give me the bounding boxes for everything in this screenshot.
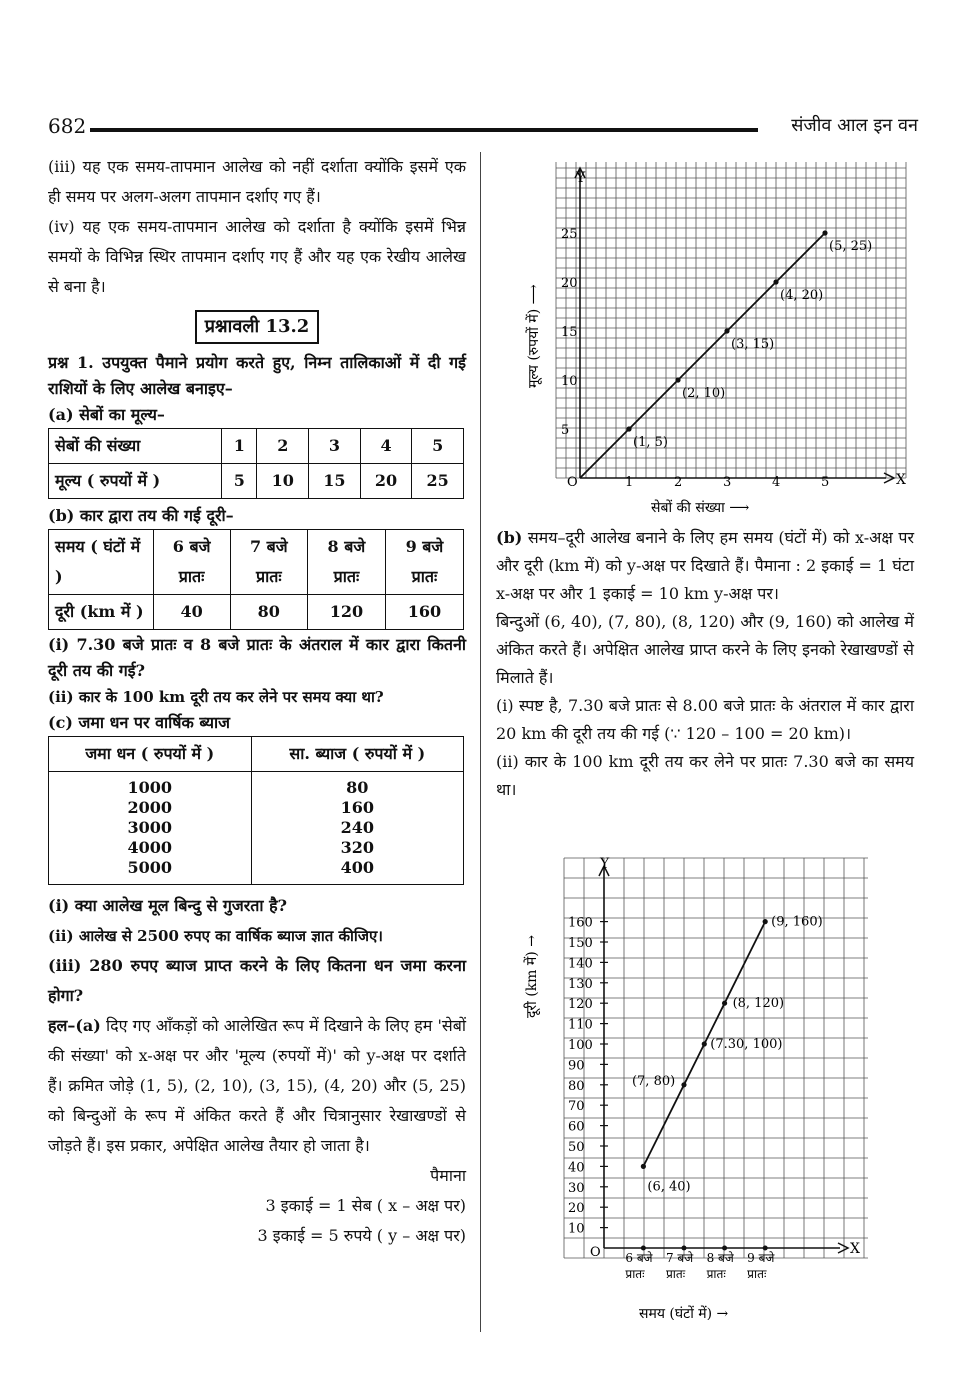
y-tick-label: 50 [568,1140,585,1155]
left-column [48,152,466,1251]
solution-b [496,524,914,608]
y-tick-label: 80 [568,1078,585,1094]
table-cell: 20 [360,464,412,499]
table-cell: 9 बजे प्रातः [385,530,463,595]
table-row [49,737,464,772]
table-cell: 25 [412,464,464,499]
table-cell: 10 [257,464,309,499]
cell-value: 80 [346,778,369,797]
x-tick-label: 7 बजे [665,1251,694,1265]
cell-value: 1000 [127,778,173,797]
cell-value: 160 [340,798,374,817]
origin-label: O [590,1245,601,1260]
cell-value: 320 [340,838,374,857]
book-title: संजीव आल इन वन [791,115,918,136]
question-a-title: (a) सेबों का मूल्य– [48,405,165,424]
table-row [49,464,464,499]
table-cell: सा. ब्याज ( रुपयों में ) [251,737,463,772]
data-point [626,426,631,431]
y-tick-label: 110 [568,1017,593,1033]
x-tick-label: 5 [821,475,830,490]
table-cell: 3 [309,429,361,464]
question-c-i: (i) क्या आलेख मूल बिन्दु से गुजरता है? [48,896,287,915]
question-1: प्रश्न 1. उपयुक्त पैमाने प्रयोग करते हुए, निम्न तालिकाओं में दी गई राशियों के लिए आलेख बनाइए– [48,353,466,398]
table-cell [251,772,463,885]
solution-label: हल–(a) [48,1016,101,1035]
x-tick-dot [722,1246,727,1251]
x-tick-label: 8 बजे [706,1251,734,1265]
y-axis-letter: Y [576,170,586,186]
x-tick-label: प्रातः [665,1267,686,1281]
table-cell: 6 बजे प्रातः [153,530,230,595]
y-tick-label: 20 [561,276,578,291]
cell-value: 4000 [127,838,173,857]
y-tick-label: 10 [561,374,578,389]
table-cell: 1 [222,429,257,464]
cell-value: 400 [340,858,374,877]
data-point [763,919,768,924]
data-point [681,1082,686,1087]
y-tick-label: 120 [568,997,593,1013]
para-iv: (iv) यह एक समय-तापमान आलेख को दर्शाता है क्योंकि इसमें भिन्न समयों के विभिन्न स्थिर तापमान दर्शाए गए हैं और यह एक रेखीय आलेख से बना है। [48,217,466,296]
chart-car-distance [496,850,916,1320]
x-tick-label: 4 [772,475,781,490]
y-tick-label: 160 [568,915,593,931]
cell-value: 2000 [127,798,173,817]
data-label: (9, 160) [771,914,823,930]
solution-b-text: समय–दूरी आलेख बनाने के लिए हम समय (घंटों में) को x-अक्ष पर और दूरी (km में) को y-अक्ष पर दिखाते हैं। पैमाना : 2 इकाई = 1 घंटा x-अक्ष पर और 1 इकाई = 10 km y-अक्ष पर। [496,528,914,603]
table-row [49,595,464,630]
table-interest [48,736,464,885]
data-point [822,230,827,235]
data-label: (7, 80) [631,1073,676,1089]
header-rule [90,128,758,132]
data-point [724,328,729,333]
data-label: (2, 10) [682,386,726,401]
x-tick-label: 9 बजे [747,1251,775,1265]
y-tick-label: 130 [568,976,593,992]
x-tick-label: 6 बजे [625,1251,653,1265]
table-cell: दूरी (km में ) [49,595,154,630]
table-cell: 40 [153,595,230,630]
data-line [580,233,825,478]
x-tick-dot [763,1246,768,1251]
scale-y: 3 इकाई = 5 रुपये ( y – अक्ष पर) [257,1226,466,1245]
x-axis-title: सेबों की संख्या ⟶ [651,500,750,516]
question-c-iii: (iii) 280 रुपए ब्याज प्राप्त करने के लिए कितना धन जमा करना होगा? [48,956,466,1005]
table-row [49,429,464,464]
y-tick-label: 20 [568,1201,585,1217]
y-tick-label: 150 [568,936,593,951]
table-cell: सेबों की संख्या [49,429,222,464]
origin-label: O [567,475,578,490]
y-tick-label: 25 [561,227,578,242]
table-cell: 160 [385,595,463,630]
data-point [641,1164,646,1169]
scale-label: पैमाना [430,1166,466,1185]
x-axis-letter: X [850,1241,860,1257]
table-cell: 2 [257,429,309,464]
y-axis-title: दूरी (km में) → [524,935,540,1018]
data-label: (8, 120) [732,996,785,1012]
column-divider [480,152,481,1332]
x-axis-title: समय (घंटों में) → [639,1306,729,1320]
table-cell: मूल्य ( रुपयों में ) [49,464,222,499]
right-column-text [496,524,914,804]
data-label: (6, 40) [647,1179,691,1195]
x-tick-label: प्रातः [625,1267,645,1281]
table-cell: 5 [222,464,257,499]
question-b-ii: (ii) कार के 100 km दूरी तय कर लेने पर समय क्या था? [48,688,384,706]
solution-a [48,1011,466,1161]
y-tick-label: 10 [568,1221,585,1237]
data-label: (1, 5) [633,435,668,450]
table-cell: 80 [230,595,307,630]
y-tick-label: 100 [568,1038,593,1053]
data-point [722,1001,727,1006]
question-c-ii: (ii) आलेख से 2500 रुपए का वार्षिक ब्याज ज्ञात कीजिए। [48,927,383,945]
y-tick-label: 60 [568,1119,585,1135]
y-tick-label: 40 [568,1160,585,1176]
x-tick-label: 2 [674,475,683,490]
x-tick-label: प्रातः [747,1267,767,1281]
solution-b-label: (b) [496,528,523,547]
data-point [773,279,778,284]
x-tick-label: प्रातः [706,1267,726,1281]
y-axis-letter: Y [600,856,610,872]
exercise-title: प्रश्नावली 13.2 [195,310,320,344]
table-cell [49,772,252,885]
table-row [49,772,464,885]
x-tick-label: 1 [625,475,634,490]
data-point [675,377,680,382]
y-tick-label: 70 [568,1099,585,1115]
para-iii: (iii) यह एक समय-तापमान आलेख को नहीं दर्शाता क्योंकि इसमें एक ही समय पर अलग-अलग तापमान दर्शाए गए हैं। [48,157,466,206]
x-tick-dot [681,1246,686,1251]
x-tick-dot [641,1246,646,1251]
table-row [49,530,464,595]
chart-apples [496,152,916,524]
y-tick-label: 90 [568,1058,585,1074]
x-axis-letter: X [896,472,906,488]
cell-value: 5000 [127,858,173,877]
table-cell: समय ( घंटों में ) [49,530,154,595]
table-cell: 15 [309,464,361,499]
solution-b-ii: (ii) कार के 100 km दूरी तय कर लेने पर प्रातः 7.30 बजे का समय था। [496,752,914,799]
table-cell: 4 [360,429,412,464]
question-b-i: (i) 7.30 बजे प्रातः व 8 बजे प्रातः के अंतराल में कार द्वारा कितनी दूरी तय की गई? [48,635,466,680]
table-cell: 5 [412,429,464,464]
solution-b-i: (i) स्पष्ट है, 7.30 बजे प्रातः से 8.00 बजे प्रातः के अंतराल में कार द्वारा 20 km की दूरी तय की गई (∵ 120 – 100 = 20 km)। [496,696,914,743]
data-label: (4, 20) [780,288,824,303]
question-c-title: (c) जमा धन पर वार्षिक ब्याज [48,713,231,732]
y-tick-label: 15 [561,325,578,340]
solution-b-points: बिन्दुओं (6, 40), (7, 80), (8, 120) और (9, 160) को आलेख में अंकित करते हैं। अपेक्षित आलेख प्राप्त करने के लिए इनको रेखाखण्डों से मिलाते हैं। [496,612,914,687]
y-axis-title: मूल्य (रुपयों में) ⟶ [526,284,542,388]
table-cell: 8 बजे प्रातः [307,530,385,595]
data-label: (7.30, 100) [710,1037,783,1052]
cell-value: 240 [340,818,374,837]
table-car [48,529,464,630]
question-b-title: (b) कार द्वारा तय की गई दूरी– [48,506,234,525]
data-label: (3, 15) [731,337,775,352]
table-cell: जमा धन ( रुपयों में ) [49,737,252,772]
page-number: 682 [48,114,87,138]
y-tick-label: 140 [568,956,593,972]
table-apples [48,428,464,499]
data-label: (5, 25) [829,239,873,254]
x-tick-label: 3 [723,475,732,490]
data-point [702,1041,707,1046]
table-cell: 120 [307,595,385,630]
y-tick-label: 5 [561,423,570,438]
table-cell: 7 बजे प्रातः [230,530,307,595]
scale-x: 3 इकाई = 1 सेब ( x – अक्ष पर) [265,1196,466,1215]
cell-value: 3000 [127,818,173,837]
y-tick-label: 30 [568,1180,585,1196]
solution-text: दिए गए आँकड़ों को आलेखित रूप में दिखाने के लिए हम 'सेबों की संख्या' को x-अक्ष पर और 'मूल्य (रुपयों में)' को y-अक्ष पर दर्शाते हैं। क्रमित जोड़े (1, 5), (2, 10), (3, 15), (4, 20) और (5, 25) को बिन्दुओं के रूप में अंकित करते हैं और चित्रानुसार रेखाखण्डों से जोड़ते हैं। इस प्रकार, अपेक्षित आलेख तैयार हो जाता है। [48,1016,466,1155]
